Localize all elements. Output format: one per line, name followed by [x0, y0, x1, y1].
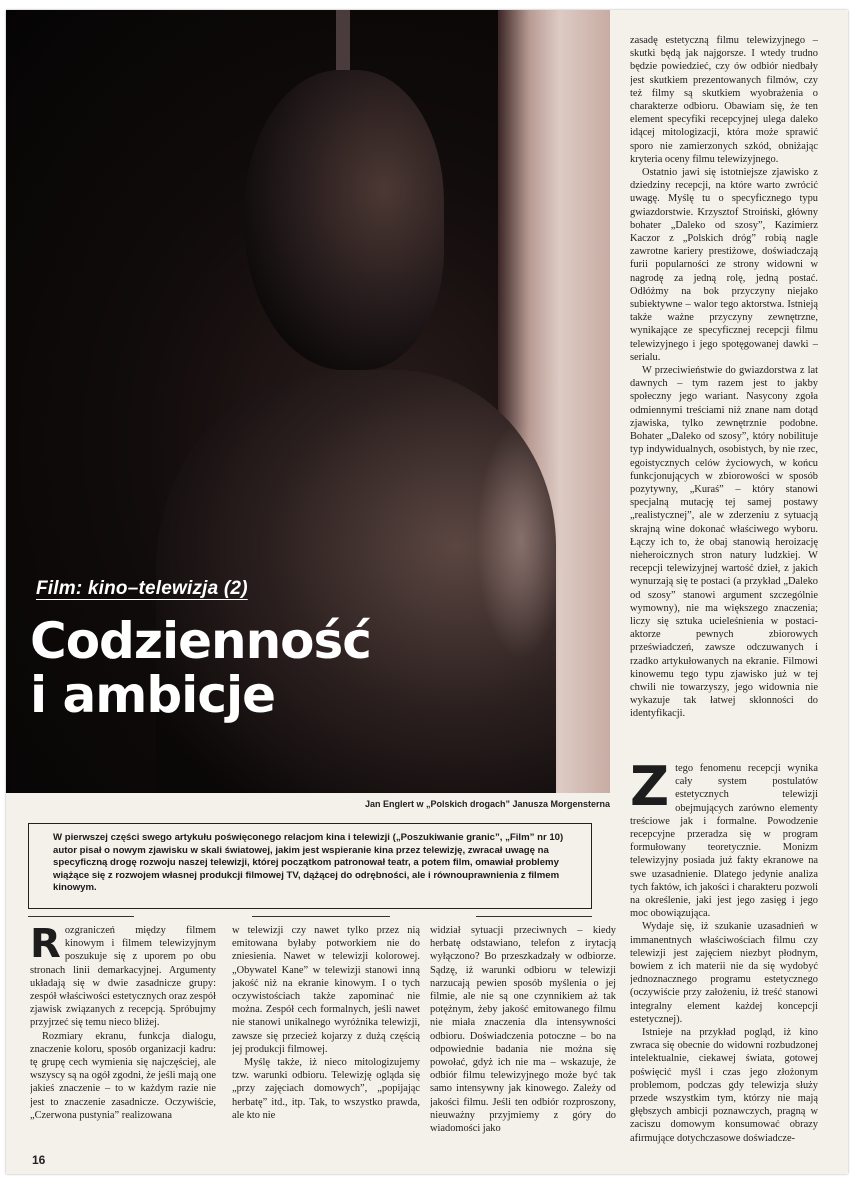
- article-title: [30, 614, 371, 722]
- body-column-4: [630, 34, 818, 760]
- paragraph: [30, 924, 216, 1030]
- paragraph: Ostatnio jawi się istotniejsze zjawisko z dziedziny recepcji, na które warto zwrócić uwagę. Myślę tu o specyficznego typu gwiazdorstwie. Krzysztof Stroiński, główny bohater „Daleko od szosy”, Kazimierz Kaczor z „Polskich dróg” robią nagle zawrotne kariery prestiżowe, doświadczają furii popularności ze strony widowni w nagrodę za jedną rolę, jedną postać. Odłóżmy na bok przyczyny niejako subiektywne – walor tego aktorstwa. Istnieją także ważne przyczyny zewnętrzne, wynikające ze specyficznej recepcji filmu telewizyjnego i jego spotęgowanej dawki – serialu.: [630, 167, 818, 363]
- body-column-1: [30, 924, 216, 1148]
- column-rule: [252, 916, 390, 917]
- photo-caption: Jan Englert w „Polskich drogach” Janusza Morgensterna: [364, 799, 610, 809]
- body-column-5: [630, 762, 818, 1146]
- paragraph: Istnieje na przykład pogląd, iż kino zwraca się obecnie do widowni rozbudzonej intelektualnie, ciekawej świata, gotowej poświęcić myśl i czas jego złożonym problemom, podczas gdy telewizja służy przede wszystkim tym, którzy nie mają głębszych ambicji poznawczych, pragną w zaciszu domowym konsumować obrazy afirmujące dotychczasowe doświadcze-: [630, 1027, 818, 1144]
- drop-cap: R: [30, 924, 61, 967]
- series-heading: Film: kino–telewizja (2): [36, 578, 248, 599]
- paragraph: w telewizji czy nawet tylko przez nią emitowana byłaby potworkiem nie do zniesienia. Nawet w telewizji kolorowej. „Obywatel Kane” w telewizji stanowi inną jakość niż na ekranie kinowym. I o tych oczywistościach także zapominać nie można. Zespół cech formalnych, jeśli nawet nie stanowi unikalnego wyróżnika telewizji, zawsze się przecież kojarzy z dużą częścią jej produkcji filmowej.: [232, 925, 420, 1055]
- body-column-3: [430, 924, 616, 1148]
- paragraph: W przeciwieństwie do gwiazdorstwa z lat dawnych – tym razem jest to jakby społeczny jego wariant. Nasycony zgoła odmiennymi treściami niż znane nam dotąd zjawiska, tylko zewnętrznie podobne. Bohater „Daleko od szosy”, który nobilituje typ indywidualnych, osobistych, by nie rzec, egoistycznych celów życiowych, w końcu funkcjonujących w zbiorowości w sposób pozytywny, „Kuraś” – który stanowi specjalną mutację tej samej postawy „realistycznej”, ale w zderzeniu z sytuacją skrajną wine dokonać właściwego wyboru. Łączy ich to, że obaj stanowią heroizację nieheroicznych stron natury ludzkiej. W recepcji telewizyjnej wartość dzieł, z jakich wynurzają się te postaci (a przykład „Daleko od szosy” stanowi argument szczególnie wymowny), nie ma większego znaczenia; liczy się sztuka ucieleśnienia w postaci-aktorze pewnych zbiorowych przeświadczeń, zawsze odczuwanych i rzadko artykułowanych na ekranie. Filmowi kinowemu tego typu zjawisko już w tej chwili nie towarzyszy, jego widownia nie wykazuje tak łatwej skłonności do identyfikacji.: [630, 365, 818, 720]
- magazine-page: [6, 10, 848, 1174]
- paragraph-text: ozgraniczeń między filmem kinowym i filmem telewizyjnym poszukuje się z uporem po obu stronach linii demarkacyjnej. Argumenty układają się w dwie zasadnicze grupy: zespół właściwości estetycznych oraz zespół zjawisk związanych z recepcją. Spróbujmy przyjrzeć się temu nieco bliżej.: [30, 925, 216, 1029]
- paragraph: Wydaje się, iż szukanie uzasadnień w immanentnych właściwościach filmu czy telewizji jest zajęciem niezbyt płodnym, bowiem z ich materii nie da się wydobyć jednoznacznego programu estetycznego (oczywiście przy założeniu, iż treść stanowi integralny element każdej koncepcji estetycznej).: [630, 921, 818, 1025]
- column-rule: [28, 916, 134, 917]
- paragraph: Rozmiary ekranu, funkcja dialogu, znaczenie koloru, sposób organizacji kadru: tę grupę cech wymienia się najczęściej, ale wszyscy są na ogół zgodni, że jeśli mają one jakieś znaczenie – to w każdym razie nie jest to znaczenie zasadnicze. Oczywiście, „Czerwona pustynia” realizowana: [30, 1030, 216, 1121]
- page-number: 16: [32, 1153, 46, 1167]
- title-line-2: i ambicje: [30, 666, 276, 724]
- paragraph: widział sytuacji przeciwnych – kiedy herbatę odstawiano, telefon z irytacją wyłączono? Bo przeszkadzały w odbiorze. Sądzę, iż warunki odbioru w telewizji narzucają pewien sposób myślenia o jej filmie, ale nie są one czynnikiem aż tak potężnym, żeby jakość emitowanego filmu nie miała znaczenia dla intensywności odbioru. Doświadczenia potoczne – bo na odpowiednie badania nie można się powołać, gdyż ich nie ma – wskazuje, że odbiór filmu telewizyjnego może być tak samo intensywny jak kinowego. Zależy od jakości filmu. Jeśli ten odbiór rozproszony, nieuważny przyjmiemy z góry do wiadomości jako: [430, 925, 616, 1135]
- actor-silhouette-head: [244, 70, 444, 370]
- light-glow: [476, 420, 566, 660]
- title-line-1: Codzienność: [30, 612, 371, 670]
- lead-box: W pierwszej części swego artykułu poświęconego relacjom kina i telewizji („Poszukiwanie granic”, „Film” nr 10) autor pisał o nowym zjawisku w skali światowej, jakim jest wspieranie kina przez telewizję, zwracał uwagę na specyficzną drogę rozwoju naszej telewizji, której początkom patronował teatr, a potem film, omawiał problemy wiążące się z rozwojem własnej produkcji filmowej TV, dążącej do odrębności, ale i równouprawnienia z filmem kinowym.: [28, 823, 592, 909]
- body-column-2: [232, 924, 420, 1148]
- column-rule: [476, 916, 592, 917]
- film-still-photo: [6, 10, 610, 793]
- paragraph: Myślę także, iż nieco mitologizujemy tzw. warunki odbioru. Telewizję ogląda się „przy zajęciach domowych”, „popijając herbatę” itd., itp. Tak, to wszystko prawda, ale kto nie: [232, 1057, 420, 1121]
- drop-cap: Z: [630, 762, 670, 818]
- paragraph-text: tego fenomenu recepcji wynika cały system postulatów estetycznych telewizji obejmujących zarówno elementy treściowe jak i formalne. Powodzenie recepcyjne przeradza się w program formułowany teoretycznie. Monizm telewizyjny posiada już fakty ekranowe na swe uzasadnienie. Dlatego jedynie analiza tych faktów, ich jakości i charakteru pozwoli na określenie, jaki jest jego zasięg i jego moc obowiązująca.: [630, 763, 818, 920]
- paragraph: [630, 762, 818, 920]
- paragraph: zasadę estetyczną filmu telewizyjnego – skutki będą jak najgorsze. I wtedy trudno będzie powiedzieć, czy ów odbiór niedbały jest skutkiem prezentowanych filmów, czy też filmy są skutkiem wyobrażenia o charakterze odbioru. Obawiam się, że ten element specyfiki recepcyjnej ulega daleko idącej mitologizacji, która może sprawić sporo nie zamierzonych szkód, obniżając kryteria oceny filmu telewizyjnego.: [630, 35, 818, 165]
